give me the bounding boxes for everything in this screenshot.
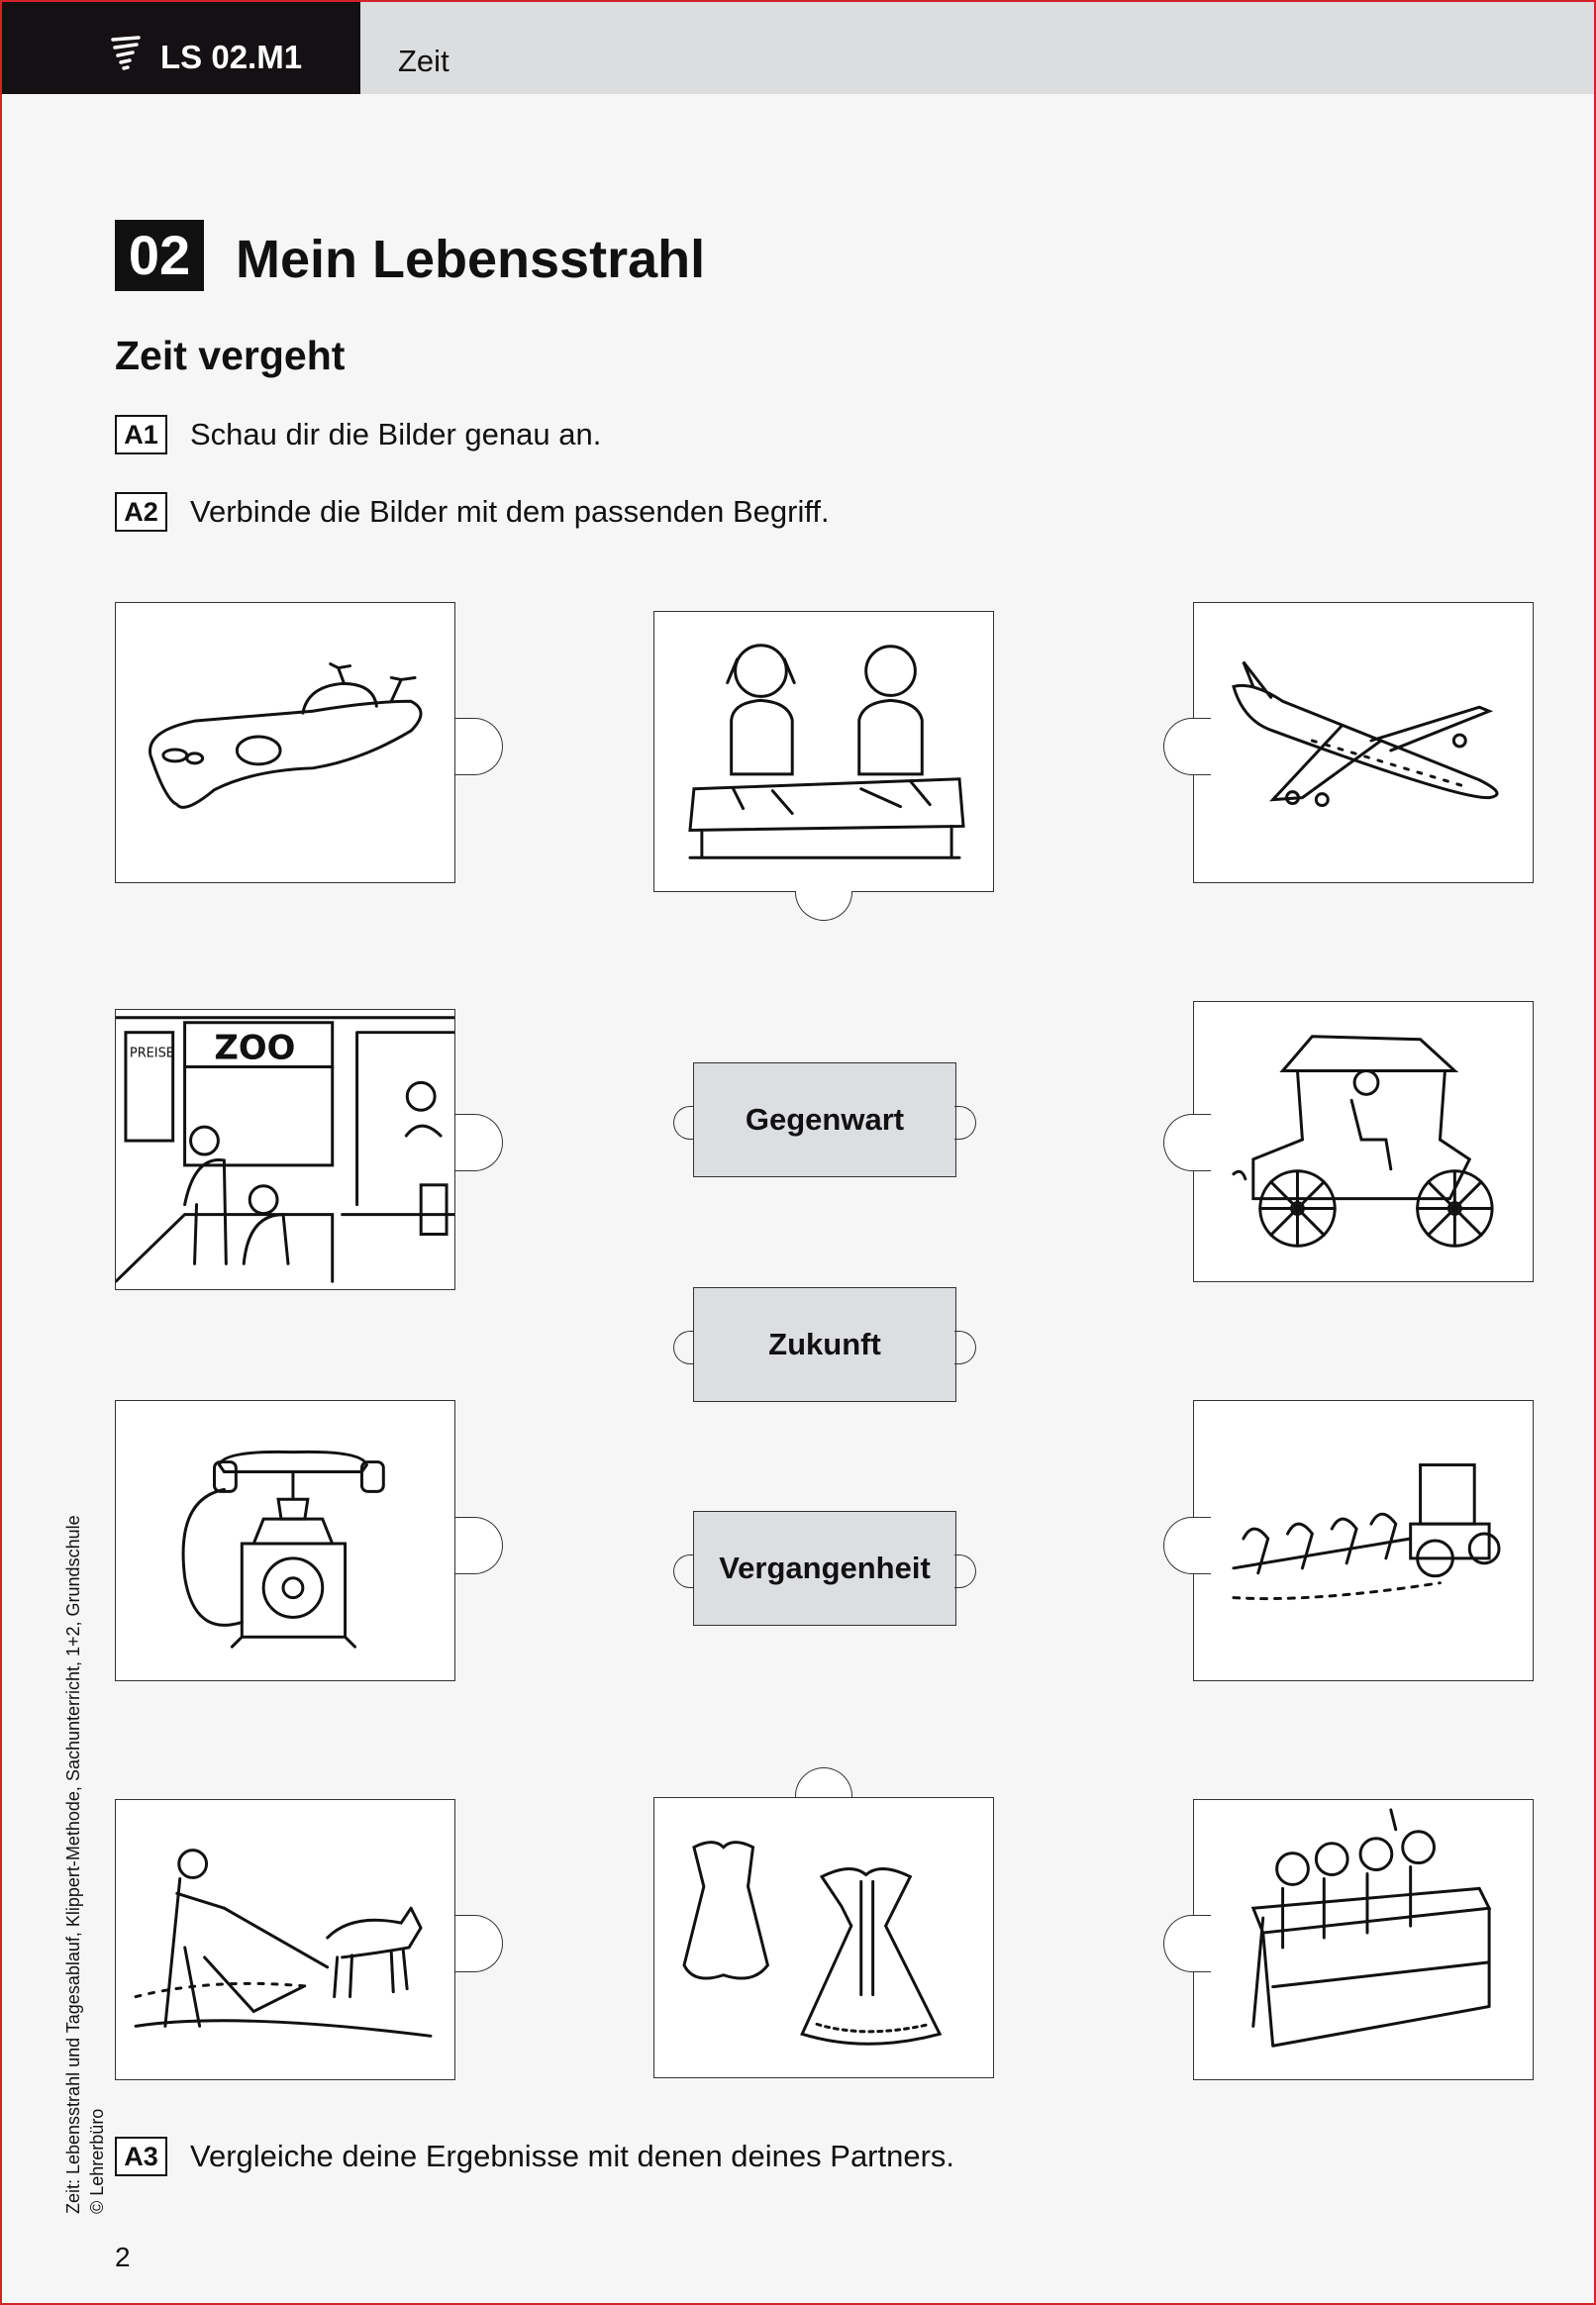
chapter-title: Mein Lebensstrahl — [236, 230, 706, 289]
task-tag: A1 — [115, 415, 167, 454]
term-label: Gegenwart — [693, 1062, 956, 1177]
children-at-desk-icon — [654, 612, 993, 891]
zoo-sign-text: ZOO — [214, 1028, 296, 1067]
side-credit — [61, 1515, 109, 2214]
picture-card-old-telephone[interactable] — [115, 1400, 455, 1681]
airplane-icon — [1194, 603, 1533, 882]
task-text: Schau dir die Bilder genau an. — [190, 417, 602, 451]
page-number: 2 — [115, 2242, 131, 2272]
chapter-number: 02 — [115, 220, 204, 291]
dresses-icon — [654, 1798, 993, 2077]
futuristic-vehicle-icon — [116, 603, 454, 882]
task-tag: A3 — [115, 2137, 167, 2176]
old-school-desk-icon — [1194, 1800, 1533, 2079]
zoo-ticket-booth-icon — [116, 1010, 454, 1289]
side-credit-line-1: Zeit: Lebensstrahl und Tagesablauf, Klippert-Methode, Sachunterricht, 1+2, Grundschule — [63, 1515, 83, 2214]
picture-card-tractor-plough[interactable] — [1193, 1400, 1534, 1681]
picture-card-airplane[interactable] — [1193, 602, 1534, 883]
picture-card-dresses[interactable] — [653, 1797, 994, 2078]
worksheet-code: LS 02.M1 — [160, 39, 303, 75]
picture-card-children-at-desk[interactable] — [653, 611, 994, 892]
section-title: Zeit vergeht — [115, 333, 346, 378]
term-card-vergangenheit[interactable] — [693, 1511, 956, 1626]
task-tag: A2 — [115, 492, 167, 532]
task-text: Vergleiche deine Ergebnisse mit denen deines Partners. — [190, 2139, 955, 2173]
old-telephone-icon — [116, 1401, 454, 1680]
task-text: Verbinde die Bilder mit dem passenden Begriff. — [190, 494, 830, 529]
term-card-gegenwart[interactable] — [693, 1062, 956, 1177]
term-label: Zukunft — [693, 1287, 956, 1402]
poster-text: PREISE — [129, 1046, 174, 1061]
tornado-logo-icon — [111, 36, 141, 75]
picture-card-horse-carriage[interactable] — [1193, 1001, 1534, 1282]
picture-card-zoo-ticket-booth[interactable] — [115, 1009, 455, 1290]
horse-carriage-icon — [1194, 1002, 1533, 1281]
farmer-ox-plough-icon — [116, 1800, 454, 2079]
picture-card-old-school-desk[interactable] — [1193, 1799, 1534, 2080]
header-code-tab — [2, 2, 360, 94]
picture-card-futuristic-vehicle[interactable] — [115, 602, 455, 883]
tractor-plough-icon — [1194, 1401, 1533, 1680]
term-label: Vergangenheit — [693, 1511, 956, 1626]
header-topic: Zeit — [398, 44, 449, 78]
term-card-zukunft[interactable] — [693, 1287, 956, 1402]
side-credit-line-2: © Lehrerbüro — [87, 2108, 107, 2214]
picture-card-farmer-ox-plough[interactable] — [115, 1799, 455, 2080]
page-header — [2, 2, 1594, 94]
